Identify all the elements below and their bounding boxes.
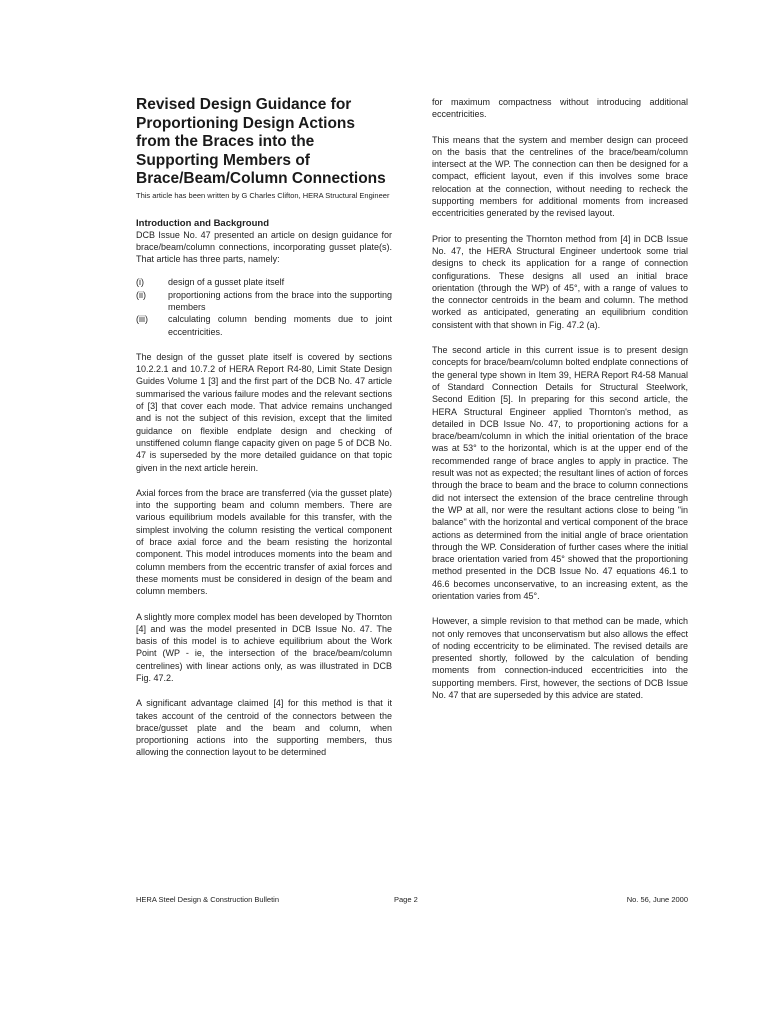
list-number: (iii) (136, 314, 148, 325)
parts-list (136, 276, 392, 337)
list-number: (ii) (136, 289, 146, 300)
body-paragraph: Axial forces from the brace are transferred (via the gusset plate) into the supporting beam and column members. There are various equilibrium models available for this transfer, with the simplest involving the column resisting the vertical component of brace axial force and the beam resisting the horizontal component. This model introduces moments into the beam and column members from the eccentric transfer of axial forces and these moments must be considered in design of the beam and column members. (136, 487, 392, 597)
list-item (136, 276, 392, 288)
list-item (136, 289, 392, 314)
body-paragraph: A significant advantage claimed [4] for this method is that it takes account of the centroid of the connectors between the brace/gusset plate and the beam and column, when proportioning actions into the supporting members, thus allowing the connection layout to be determined (136, 698, 392, 758)
right-column (432, 96, 688, 714)
list-text: proportioning actions from the brace into the supporting members (168, 289, 392, 312)
page-footer (136, 895, 688, 907)
footer-publication: HERA Steel Design & Construction Bulletin (136, 895, 279, 904)
list-item (136, 313, 392, 338)
body-paragraph: A slightly more complex model has been developed by Thornton [4] and was the model presented in DCB Issue No. 47. The basis of this model is to achieve equilibrium about the Work Point (WP - ie, the intersection of the brace/beam/column centrelines) with linear actions only, as was illustrated in DCB Fig. 47.2. (136, 611, 392, 683)
intro-paragraph: DCB Issue No. 47 presented an article on design guidance for brace/beam/column connections, incorporating gusset plate(s). That article has three parts, namely: (136, 229, 392, 265)
left-column (136, 96, 392, 772)
body-paragraph: The second article in this current issue is to present design concepts for brace/beam/column bolted endplate connections of the general type shown in Item 39, HERA Report R4-58 Manual of Standard Connection Details for Structural Steelwork, Second Edition [5]. In preparing for this second article, the HERA Structural Engineer applied Thornton's method, as detailed in DCB Issue No. 47, to proportioning actions for a brace/beam/column in which the initial orientation of the brace was at 53° to the horizontal, which is at the upper end of the recommended range of brace angles to apply in practice. The result was not as expected; the resultant lines of action of forces through the brace to beam and the brace to column connections did not intersect the extension of the brace centreline through the WP at all, nor were the resultant actions close to being "in balance" with the horizontal and vertical component of the brace actions as determined from the initial angle of brace orientation through the WP. Consideration of further cases where the initial brace orientation varied from 45° showed that the proportioning method presented in the DCB Issue No. 47 equations 46.1 to 46.6 becomes unconservative, to an increasing extent, as the orientation varies from 45°. (432, 345, 688, 601)
body-paragraph: However, a simple revision to that method can be made, which not only removes that unconservatism but also allows the effect of noding eccentricity to be eliminated. The revised details are presented shortly, followed by the calculation of bending moments from connection-induced eccentricities into the supporting members. First, however, the sections of DCB Issue No. 47 that are superseded by this advice are stated. (432, 616, 688, 701)
footer-page-number: Page 2 (394, 895, 418, 904)
body-paragraph: Prior to presenting the Thornton method from [4] in DCB Issue No. 47, the HERA Structural Engineer undertook some trial designs to check its application for a range of connection configurations. These designs all used an initial brace orientation (through the WP) of 45°, with a range of values to the connector centroids in the beam and column. The method worked as anticipated, generating an equilibrium condition consistent with that shown in Fig. 47.2 (a). (432, 233, 688, 330)
body-paragraph: for maximum compactness without introducing additional eccentricities. (432, 97, 688, 120)
list-text: calculating column bending moments due to joint eccentricities. (168, 314, 392, 337)
body-paragraph: This means that the system and member design can proceed on the basis that the centrelines of the brace/beam/column intersect at the WP. The connection can then be designed for a compact, efficient layout, even if this involves some brace relocation at the connection, without needing to recheck the supporting members for additional moments from increased eccentricities generated by the revised layout. (432, 134, 688, 219)
article-title: Revised Design Guidance for Proportioning Design Actions from the Braces into the Supporting Members of Brace/Beam/Column Connections (136, 96, 386, 187)
byline: This article has been written by G Charles Clifton, HERA Structural Engineer (136, 190, 390, 200)
section-heading: Introduction and Background (136, 217, 269, 229)
list-number: (i) (136, 277, 144, 288)
list-text: design of a gusset plate itself (168, 277, 285, 288)
body-paragraph: The design of the gusset plate itself is covered by sections 10.2.2.1 and 10.7.2 of HERA Report R4-80, Limit State Design Guides Volume 1 [3] and the first part of the DCB No. 47 article summarised the various failure modes and the relevant sections of [3] that cover each mode. That advice remains unchanged and is not the subject of this revision, except that the limited guidance on flexible endplate design and checking of unstiffened column flange capacity given on page 5 of DCB No. 47 is superseded by the more detailed guidance on that topic given in the next article herein. (136, 351, 392, 473)
footer-issue: No. 56, June 2000 (626, 895, 688, 904)
